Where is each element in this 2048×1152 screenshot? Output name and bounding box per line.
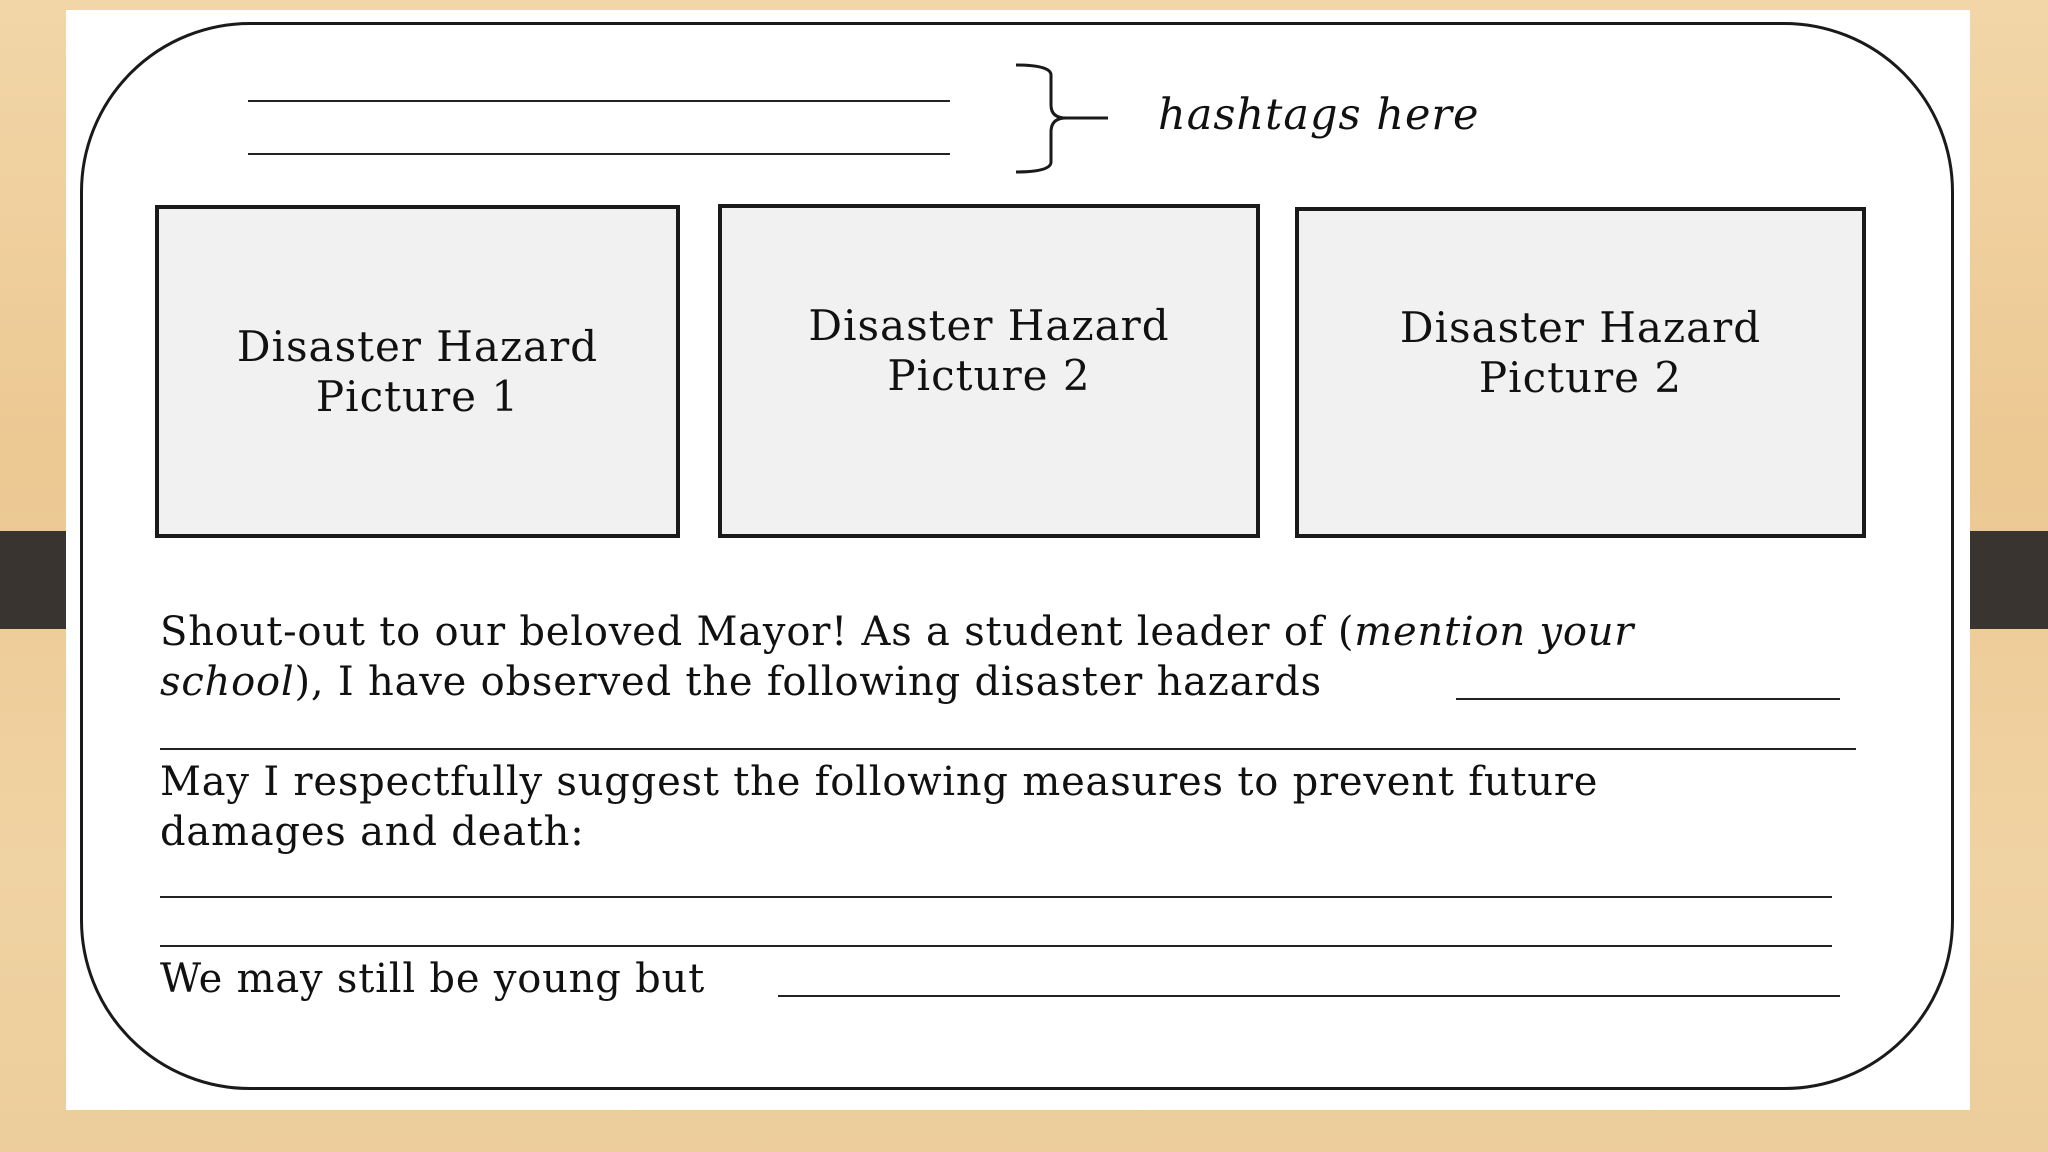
picture-box-1[interactable] (155, 205, 680, 538)
paragraph-text: damages and death: (160, 809, 585, 855)
hashtags-label: hashtags here (1158, 90, 1480, 140)
hashtag-line-1[interactable] (248, 100, 950, 102)
hazards-blank-line[interactable] (1456, 698, 1840, 700)
picture-label-line1: Disaster Hazard (808, 301, 1170, 350)
curly-brace-icon (1006, 60, 1116, 180)
suggestion-paragraph (160, 757, 1598, 857)
closing-blank-line[interactable] (778, 995, 1840, 997)
paragraph-italic-text: mention your (1354, 609, 1635, 655)
suggestion-line-2[interactable] (160, 945, 1832, 947)
picture-box-3[interactable] (1295, 207, 1866, 538)
paragraph-italic-text: school (160, 659, 295, 705)
paragraph-text: ), I have observed the following disaster hazards (294, 659, 1322, 705)
picture-label-line2: Picture 2 (1478, 352, 1683, 402)
paragraph-text: Shout-out to our beloved Mayor! As a student leader of ( (160, 609, 1355, 655)
worksheet-slide (66, 10, 1970, 1110)
picture-box-2[interactable] (718, 204, 1260, 538)
right-dark-band (1970, 531, 2048, 629)
shout-out-paragraph (160, 607, 1634, 707)
picture-label-line2: Picture 2 (887, 351, 1091, 400)
picture-label-line1: Disaster Hazard (1399, 302, 1762, 352)
hazards-continuation-line[interactable] (160, 748, 1856, 750)
left-dark-band (0, 531, 66, 629)
paragraph-text: May I respectfully suggest the following measures to prevent future (160, 759, 1599, 805)
closing-sentence: We may still be young but (160, 956, 705, 1002)
rounded-frame (80, 22, 1954, 1090)
picture-label-line2: Picture 1 (315, 371, 520, 421)
suggestion-line-1[interactable] (160, 896, 1832, 898)
hashtag-line-2[interactable] (248, 153, 950, 155)
picture-label-line1: Disaster Hazard (236, 321, 599, 371)
